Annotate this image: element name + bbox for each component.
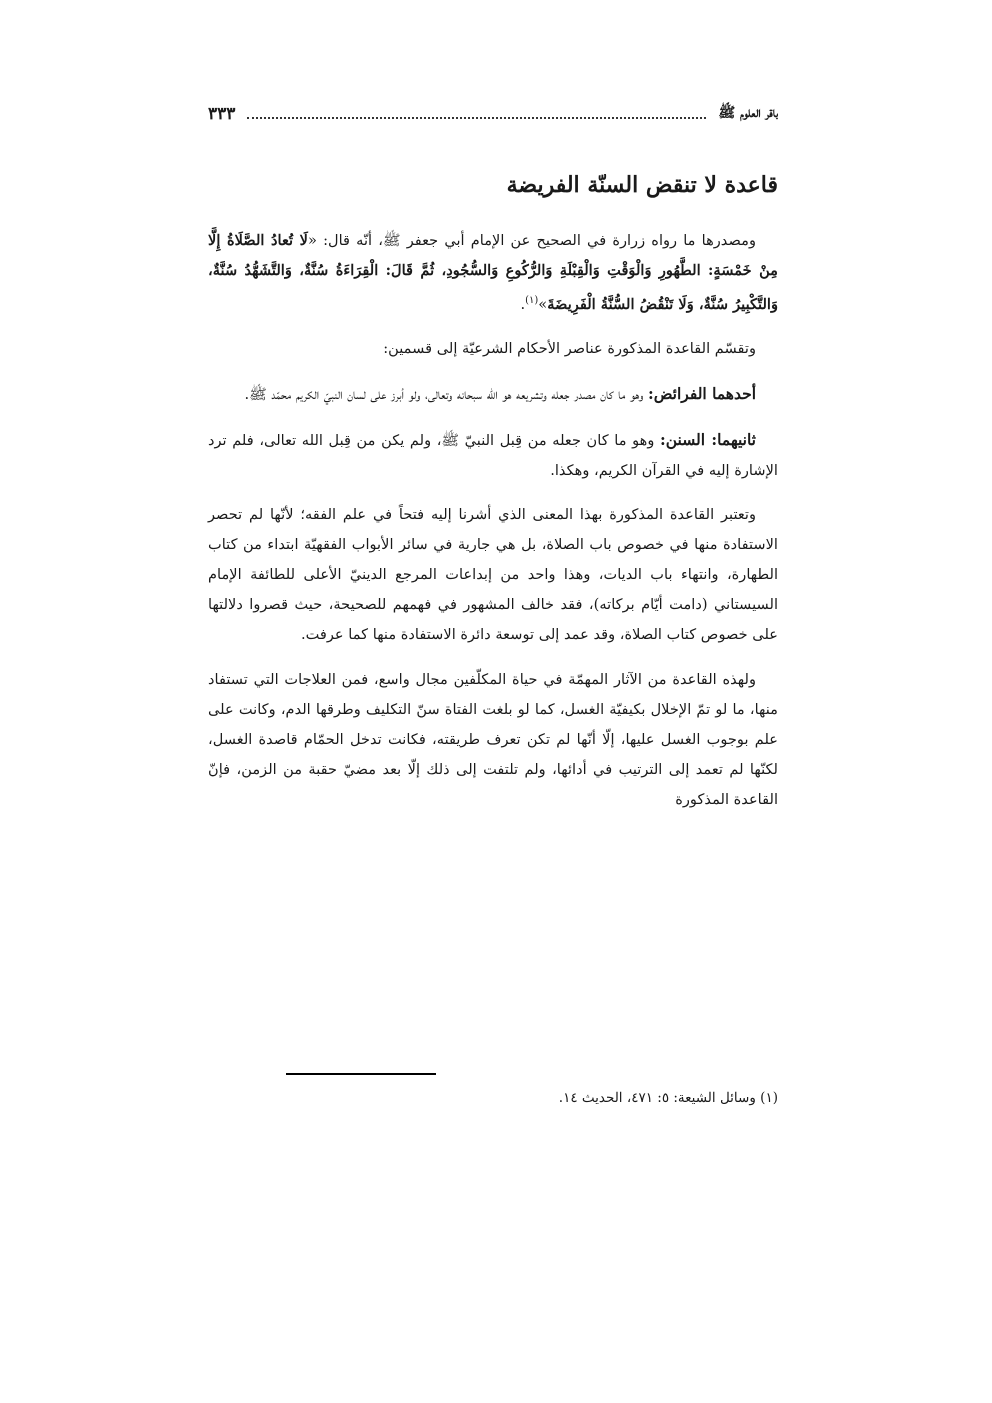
paragraph-sunan-text: وهو ما كان جعله من قِبل النبيّ ﷺ، ولم يكن من قِبل الله تعالى، فلم ترد الإشارة إليه في القرآن الكريم، وهكذا.	[208, 431, 778, 479]
footnote-reference[interactable]: (١)	[525, 295, 539, 306]
paragraph-significance: وتعتبر القاعدة المذكورة بهذا المعنى الذي أشرنا إليه فتحاً في علم الفقه؛ لأنّها لم تحصر الاستفادة منها في خصوص باب الصلاة، بل هي جارية في سائر الأبواب الفقهيّة ابتداء من كتاب الطهارة، وانتهاء باب الديات، وهذا واحد من إبداعات المرجع الدينيّ الأعلى للطائفة الإمام السيستاني (دامت أيّام بركاته)، فقد خالف المشهور في فهمهم للصحيحة، حيث قصروا دلالتها على خصوص كتاب الصلاة، وقد عمد إلى توسعة دائرة الاستفادة منها كما عرفت.	[208, 506, 778, 644]
term-faraid: أحدهما الفرائض:	[647, 384, 756, 404]
paragraph-sunan	[208, 425, 778, 486]
footnote-divider	[286, 1073, 436, 1075]
running-header	[208, 96, 778, 132]
paragraph-effects: ولهذه القاعدة من الآثار المهمّة في حياة المكلّفين مجال واسع، فمن العلاجات التي تستفاد منها، ما لو تمّ الإخلال بكيفيّة الغسل، كما لو بلغت الفتاة سنّ التكليف وطرقها الدم، وكانت على علم بوجوب الغسل عليها، إلّا أنّها لم تكن تعرف طريقته، فكانت تدخل الحمّام قاصدة الغسل، لكنّها لم تعمد إلى الترتيب في أدائها، ولم تلتفت إلى ذلك إلّا بعد مضيّ حقبة من الزمن، فإنّ القاعدة المذكورة	[208, 670, 778, 808]
footnote: (١) وسائل الشيعة: ٥: ٤٧١، الحديث ١٤.	[558, 1090, 778, 1106]
paragraph-division: وتقسّم القاعدة المذكورة عناصر الأحكام الشرعيّة إلى قسمين:	[383, 340, 756, 358]
page-body	[208, 96, 778, 829]
hadith-quote: لَا تُعادُ الصَّلَاةُ إِلَّا مِنْ خَمْسَةٍ: الطَّهُورِ وَالْوَقْتِ وَالْقِبْلَةِ وَالرُّكُوعِ وَالسُّجُودِ، ثُمَّ قَالَ: الْقِرَاءَةُ سُنَّةٌ، وَالتَّشَهُّدُ سُنَّةٌ، وَالتَّكْبِيرُ سُنَّةٌ، وَلَا تَنْقُضُ السُّنَّةُ الْفَرِيضَةَ	[208, 232, 778, 313]
paragraph-faraid	[208, 379, 778, 410]
running-header-title: باقر العلوم ﷺ	[718, 105, 778, 121]
term-sunan: ثانيهما: السنن:	[660, 429, 756, 449]
paragraph-source-end: .	[520, 295, 526, 313]
quote-close: »	[538, 295, 548, 313]
page-number: ٣٣٣	[208, 104, 236, 124]
section-title: قاعدة لا تنقض السنّة الفريضة	[506, 172, 778, 198]
paragraph-source	[208, 226, 778, 320]
paragraph-source-intro: ومصدرها ما رواه زرارة في الصحيح عن الإمام أبي جعفر ﷺ، أنّه قال: «	[308, 232, 756, 249]
header-dotted-leader	[247, 117, 706, 119]
paragraph-faraid-text: وهو ما كان مصدر جعله وتشريعه هو الله سبحانه وتعالى، ولو أبرز على لسان النبيّ الكريم محمّد ﷺ.	[244, 386, 648, 404]
